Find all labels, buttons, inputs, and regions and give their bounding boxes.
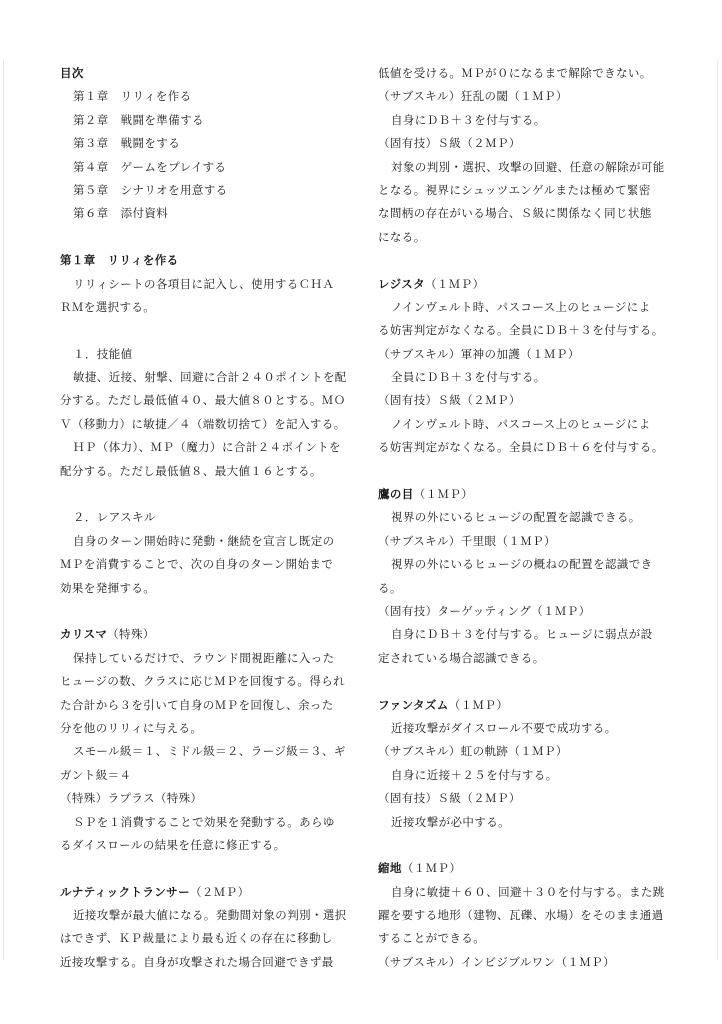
paragraph-line: ノインヴェルト時、パスコース上のヒュージによ <box>391 416 651 431</box>
paragraph-line: 敏捷、近接、射撃、回避に合計２４０ポイントを配 <box>73 370 347 385</box>
paragraph-line: 対象の判別・選択、攻撃の回避、任意の解除が可能 <box>391 159 665 174</box>
paragraph-line: （サブスキル）千里眼（１ＭＰ） <box>378 533 556 548</box>
paragraph-line: Ｖ（移動力）に敏捷／４（端数切捨て）を記入する。 <box>60 416 346 431</box>
paragraph-line: 全員にＤＢ＋３を付与する。 <box>391 370 546 385</box>
toc-item: 第１章 リリィを作る <box>73 89 192 104</box>
chapter-heading: 第１章 リリィを作る <box>60 253 179 268</box>
paragraph-line: ＲＭを選択する。 <box>60 299 156 314</box>
skill-tag: （２ＭＰ） <box>189 884 250 899</box>
paragraph-line: た合計から３を引いて自身のＭＰを回復し、余った <box>60 697 334 712</box>
page-edge-left <box>3 60 4 960</box>
toc-item: 第６章 添付資料 <box>73 206 169 221</box>
skill-tag: （１ＭＰ） <box>424 276 485 291</box>
paragraph-line: 躍を要する地形（建物、瓦礫、水場）をそのまま通過 <box>378 908 664 923</box>
skill-name: カリスマ <box>60 627 108 642</box>
section-heading: １．技能値 <box>73 346 133 361</box>
paragraph-line: 近接攻撃が必中する。 <box>391 814 510 829</box>
page-edge-right <box>717 60 718 960</box>
paragraph-line: 定されている場合認識できる。 <box>378 650 545 665</box>
paragraph-line: な間柄の存在がいる場合、Ｓ級に関係なく同じ状態 <box>378 206 652 221</box>
skill-name: ファンタズム <box>378 697 449 712</box>
toc-item: 第２章 戦闘を準備する <box>73 112 204 127</box>
right-column <box>378 62 666 974</box>
paragraph-line: るダイスロールの結果を任意に修正する。 <box>60 837 286 852</box>
paragraph-line: 効果を発揮する。 <box>60 580 156 595</box>
paragraph-line: る妨害判定がなくなる。全員にＤＢ＋６を付与する。 <box>378 440 664 455</box>
left-column <box>60 62 350 974</box>
paragraph-line: 低値を受ける。ＭＰが０になるまで解除できない。 <box>378 66 652 80</box>
skill-title-lunatic <box>60 881 350 904</box>
paragraph-line: （サブスキル）虹の軌跡（１ＭＰ） <box>378 744 568 759</box>
section-heading: ２．レアスキル <box>73 510 156 525</box>
paragraph-line: することができる。 <box>378 931 486 946</box>
paragraph-line: る。 <box>378 580 402 595</box>
toc-item: 第４章 ゲームをプレイする <box>73 159 227 174</box>
skill-tag: （１ＭＰ） <box>448 697 509 712</box>
paragraph-line: になる。 <box>378 229 426 244</box>
skill-name: 鷹の目 <box>378 487 414 502</box>
paragraph-line: 配分する。ただし最低値８、最大値１６とする。 <box>60 463 322 478</box>
paragraph-line: 近接攻撃が最大値になる。発動間対象の判別・選択 <box>73 908 347 923</box>
paragraph-line: （固有技）Ｓ級（２ＭＰ） <box>378 791 521 806</box>
paragraph-line: リリィシートの各項目に記入し、使用するＣＨＡ <box>73 276 335 291</box>
paragraph-line: 視界の外にいるヒュージの配置を認識できる。 <box>391 510 641 525</box>
paragraph-line: 自身にＤＢ＋３を付与する。 <box>391 112 546 127</box>
paragraph-line: 分を他のリリィに与える。 <box>60 720 203 735</box>
paragraph-line: スモール級＝１、ミドル級＝２、ラージ級＝３、ギ <box>73 744 346 759</box>
skill-title-regista <box>378 273 666 296</box>
paragraph-line: 自身にＤＢ＋３を付与する。ヒュージに弱点が設 <box>391 627 653 642</box>
paragraph-line: ＭＰを消費することで、次の自身のターン開始まで <box>60 557 334 572</box>
skill-tag: （１ＭＰ） <box>401 861 462 876</box>
paragraph-line: （サブスキル）インビジブルワン（１ＭＰ） <box>378 954 615 969</box>
paragraph-line: 保持しているだけで、ラウンド間視距離に入った <box>73 650 335 665</box>
paragraph-line: はできず、ＫＰ裁量により最も近くの存在に移動し <box>60 931 333 946</box>
paragraph-line: ノインヴェルト時、パスコース上のヒュージによ <box>391 299 651 314</box>
paragraph-line: ガント級＝４ <box>60 767 132 782</box>
paragraph-line: （固有技）ターゲッティング（１ＭＰ） <box>378 603 591 618</box>
toc-item: 第５章 シナリオを用意する <box>73 182 228 197</box>
skill-title-phantasm <box>378 694 666 717</box>
skill-title-shukuchi <box>378 857 666 880</box>
skill-name: レジスタ <box>378 276 425 291</box>
paragraph-line: 自身に近接＋２５を付与する。 <box>391 767 558 782</box>
paragraph-line: 視界の外にいるヒュージの概ねの配置を認識でき <box>391 557 653 572</box>
skill-title-charisma <box>60 623 350 646</box>
skill-name: ルナティックトランサー <box>60 884 190 899</box>
paragraph-line: 近接攻撃する。自身が攻撃された場合回避できず最 <box>60 954 334 969</box>
skill-tag: （１ＭＰ） <box>413 487 474 502</box>
paragraph-line: （特殊）ラプラス（特殊） <box>60 791 203 806</box>
paragraph-line: 分する。ただし最低値４０、最大値８０とする。ＭＯ <box>60 393 346 408</box>
toc-item: 第３章 戦闘をする <box>73 136 181 151</box>
paragraph-line: （固有技）Ｓ級（２ＭＰ） <box>378 136 521 151</box>
paragraph-line: （サブスキル）狂乱の閾（１ＭＰ） <box>378 89 568 104</box>
paragraph-line: ＳＰを１消費することで効果を発動する。あらゆ <box>73 814 335 829</box>
paragraph-line: 自身のターン開始時に発動・継続を宣言し既定の <box>73 533 335 548</box>
skill-name: 縮地 <box>378 861 402 876</box>
paragraph-line: 近接攻撃がダイスロール不要で成功する。 <box>391 720 617 735</box>
paragraph-line: （固有技）Ｓ級（２ＭＰ） <box>378 393 521 408</box>
paragraph-line: る妨害判定がなくなる。全員にＤＢ＋３を付与する。 <box>378 323 664 338</box>
toc-title: 目次 <box>60 66 84 80</box>
skill-tag: （特殊） <box>107 627 155 642</box>
paragraph-line: ＨＰ（体力）、ＭＰ（魔力）に合計２４ポイントを <box>73 440 341 455</box>
paragraph-line: となる。視界にシュッツエンゲルまたは極めて緊密 <box>378 182 651 197</box>
paragraph-line: ヒュージの数、クラスに応じＭＰを回復する。得られ <box>60 674 346 689</box>
paragraph-line: （サブスキル）軍神の加護（１ＭＰ） <box>378 346 580 361</box>
paragraph-line: 自身に敏捷＋６０、回避＋３０を付与する。また跳 <box>391 884 665 899</box>
skill-title-hawkeye <box>378 483 666 506</box>
